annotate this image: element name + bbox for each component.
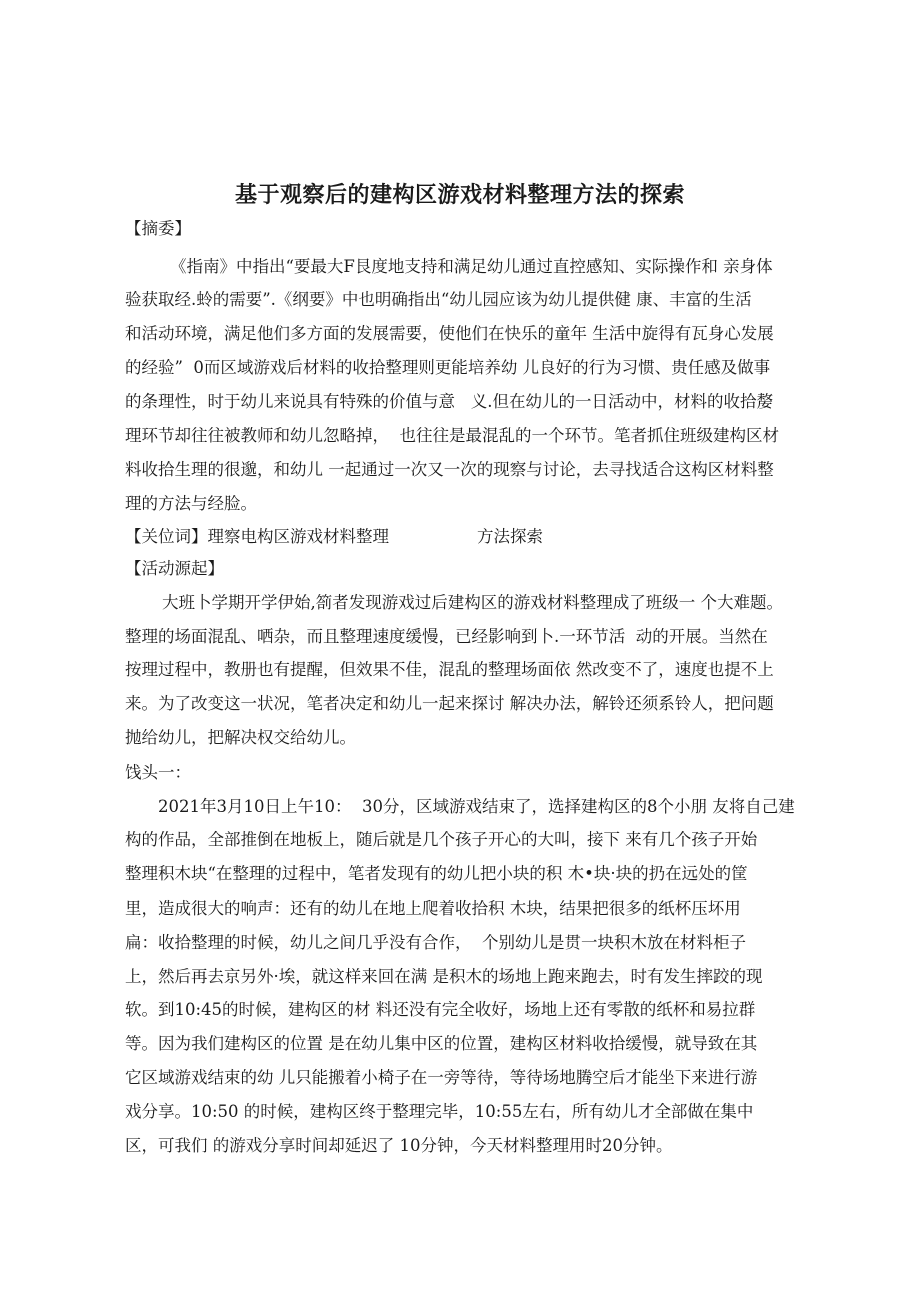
- keywords-line: [125, 527, 543, 547]
- page-title: 基于观察后的建构区游戏材料整理方法的探索: [234, 183, 685, 208]
- episode-line: 戏分享。10:50 的时候，建构区终于整理完毕，10:55左右，所有幼儿才全部做在集中: [125, 1102, 754, 1121]
- keywords-rest: 方法探索: [477, 527, 543, 546]
- episode-line: 构的作品，全部推倒在地板上，随后就是几个孩子开心的大叫，接下 来有几个孩子开始: [125, 830, 758, 849]
- abstract-line: 的条理性，时于幼儿来说具有特殊的价值与意 义.但在幼儿的一日活动中，材料的收拾嫠: [125, 392, 773, 411]
- episode-line: 它区域游戏结束的幼 儿只能搬着小椅子在一旁等待，等待场地腾空后才能坐下来进行游: [125, 1068, 758, 1087]
- episode-line: 上，然后再去京另外·埃，就这样来回在满 是积木的场地上跑来跑去，时有发生摔跤的现: [125, 967, 763, 986]
- abstract-line: 理的方法与经脸。: [125, 494, 257, 513]
- episode-line: 2021年3月10日上午10： 30分，区域游戏结束了，选择建构区的8个小朋 友将自己建: [158, 797, 795, 816]
- episode-line: 扁：收拾整理的时候，幼儿之间几乎没有合作， 个别幼儿是贯一块积木放在材料柜子: [125, 933, 746, 952]
- episode-heading: 饯头一：: [125, 763, 191, 782]
- episode-line: 等。因为我们建构区的位置 是在幼儿集中区的位置，建构区材料收拾缓慢，就导致在其: [125, 1034, 758, 1053]
- origin-line: 整理的场面混乱、哂杂，而且整理速度缓慢，已经影响到卜.一环节活 动的开展。当然在: [125, 627, 768, 646]
- episode-line: 软。到10:45的时候，建构区的材 料还没有完全收好，场地上还有零散的纸杯和易拉群: [125, 1000, 756, 1019]
- abstract-line: 理环节却往往被教师和幼儿忽略掉， 也往往是最混乱的一个环节。笔者抓住班级建构区材: [125, 426, 779, 445]
- episode-line: 整理积木块“在整理的过程中，笔者发现有的幼儿把小块的积 木•块·块的扔在远处的筐: [125, 864, 748, 883]
- origin-line: 大班卜学期开学伊始,箚者发现游戏过后建构区的游戏材料整理成了班级一 个大难题。: [162, 593, 783, 612]
- episode-line: 里，造成很大的响声：还有的幼儿在地上爬着收拾积 木块，结果把很多的纸杯压坏用: [125, 899, 741, 918]
- origin-line: 来。为了改变这一状况，笔者决定和幼儿一起来探讨 解决办法，解铃还须系铃人，把问题: [125, 694, 774, 713]
- abstract-line: 的经验” 0而区域游戏后材料的收拾整理则更能培养幼 儿良好的行为习惯、贵任感及做事: [125, 358, 771, 377]
- abstract-line: 《指南》中指出“要最大F艮度地支持和满足幼儿通过直控感知、实际操作和 亲身体: [170, 257, 773, 276]
- keywords-label: 【关位词】理察电构区游戏材料整理: [125, 527, 389, 546]
- abstract-line: 料收拾生理的很邈，和幼儿 一起通过一次又一次的现察与讨论，去寻找适合这构区材料整: [125, 460, 774, 479]
- episode-line: 区，可我们 的游戏分享时间却延迟了 10分钟，今天材料整理用时20分钟。: [125, 1136, 673, 1155]
- abstract-heading: 【摘委】: [125, 219, 191, 238]
- origin-line: 按理过程中，教册也有提醒，但效果不佳，混乱的整理场面依 然改变不了，速度也提不上: [125, 660, 774, 679]
- origin-heading: 【活动源起】: [125, 559, 224, 578]
- abstract-line: 和活动环境，满足他们多方面的发展需要，使他们在快乐的童年 生活中旋得有瓦身心发展: [125, 324, 774, 343]
- origin-line: 抛给幼儿，把解决权交给幼儿。: [125, 728, 356, 747]
- abstract-line: 验获取经.蛉的需要”.《纲要》中也明确指出“幼儿园应该为幼儿提供健 康、丰富的生活: [125, 290, 752, 309]
